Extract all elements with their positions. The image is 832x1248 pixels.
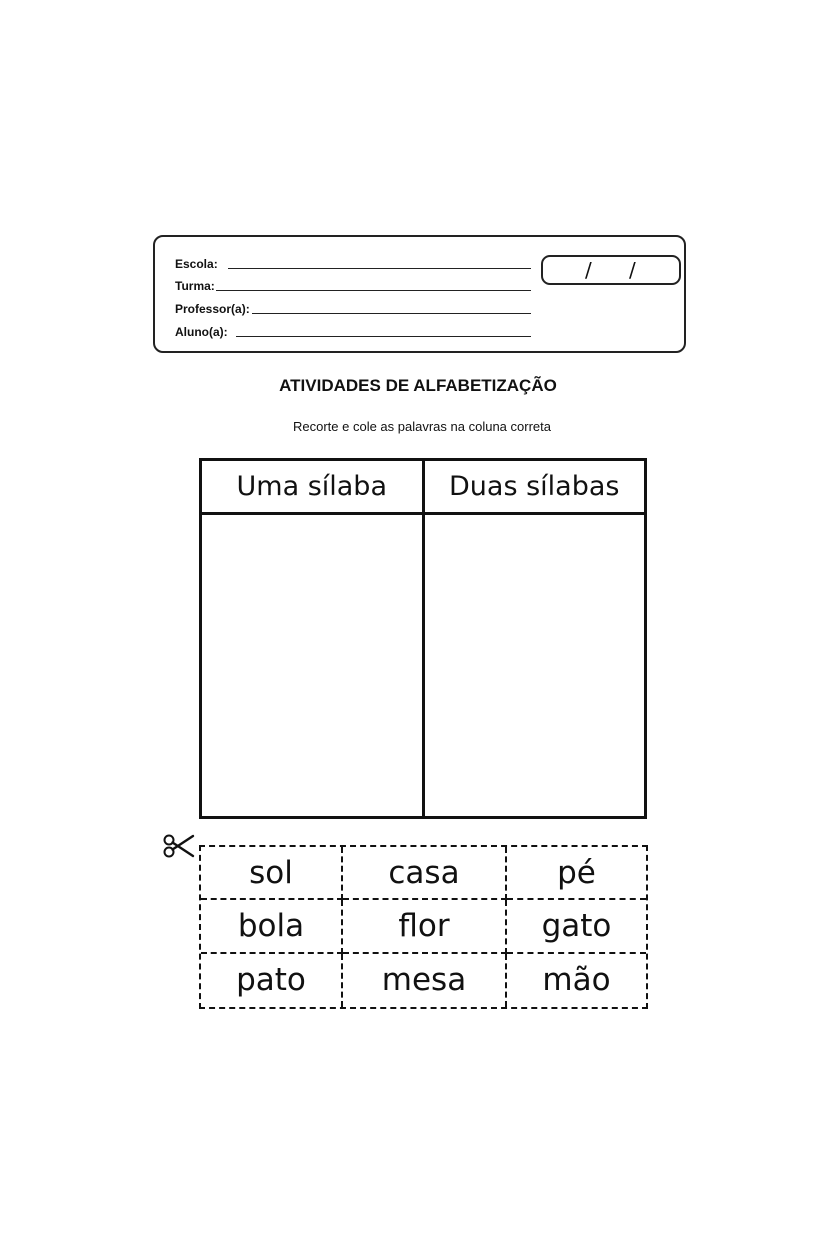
two-syllable-drop-area[interactable] xyxy=(425,515,645,816)
date-separator: / xyxy=(585,258,592,282)
class-label: Turma: xyxy=(175,279,215,293)
student-line[interactable] xyxy=(236,336,531,337)
word-card[interactable]: sol xyxy=(201,847,343,900)
one-syllable-header: Uma sílaba xyxy=(202,461,422,515)
instruction-text: Recorte e cole as palavras na coluna correta xyxy=(293,419,551,434)
date-separator: / xyxy=(629,258,636,282)
word-card[interactable]: mão xyxy=(542,962,611,999)
class-line[interactable] xyxy=(216,290,531,291)
scissors-icon xyxy=(162,831,196,861)
word-card[interactable]: gato xyxy=(507,900,646,953)
syllable-sort-table xyxy=(199,458,647,819)
student-info-box xyxy=(153,235,686,353)
teacher-line[interactable] xyxy=(252,313,531,314)
word-card[interactable]: flor xyxy=(343,900,507,953)
word-card[interactable]: mesa xyxy=(343,954,507,1007)
school-line[interactable] xyxy=(228,268,531,269)
word-cutout-grid xyxy=(199,845,648,1009)
two-syllable-header: Duas sílabas xyxy=(425,461,645,515)
school-field[interactable] xyxy=(175,251,531,271)
word-card[interactable]: pé xyxy=(507,847,646,900)
student-field[interactable] xyxy=(175,319,531,339)
school-label: Escola: xyxy=(175,257,218,271)
one-syllable-drop-area[interactable] xyxy=(202,515,422,816)
class-field[interactable] xyxy=(175,273,531,293)
two-syllable-column xyxy=(422,461,645,816)
word-card[interactable]: casa xyxy=(343,847,507,900)
date-field[interactable] xyxy=(541,255,681,285)
one-syllable-column xyxy=(202,461,422,816)
teacher-label: Professor(a): xyxy=(175,302,250,316)
word-card[interactable]: pato xyxy=(201,954,343,1007)
student-label: Aluno(a): xyxy=(175,325,228,339)
page-title: ATIVIDADES DE ALFABETIZAÇÃO xyxy=(279,376,557,395)
teacher-field[interactable] xyxy=(175,296,531,316)
word-card[interactable]: bola xyxy=(201,900,343,953)
